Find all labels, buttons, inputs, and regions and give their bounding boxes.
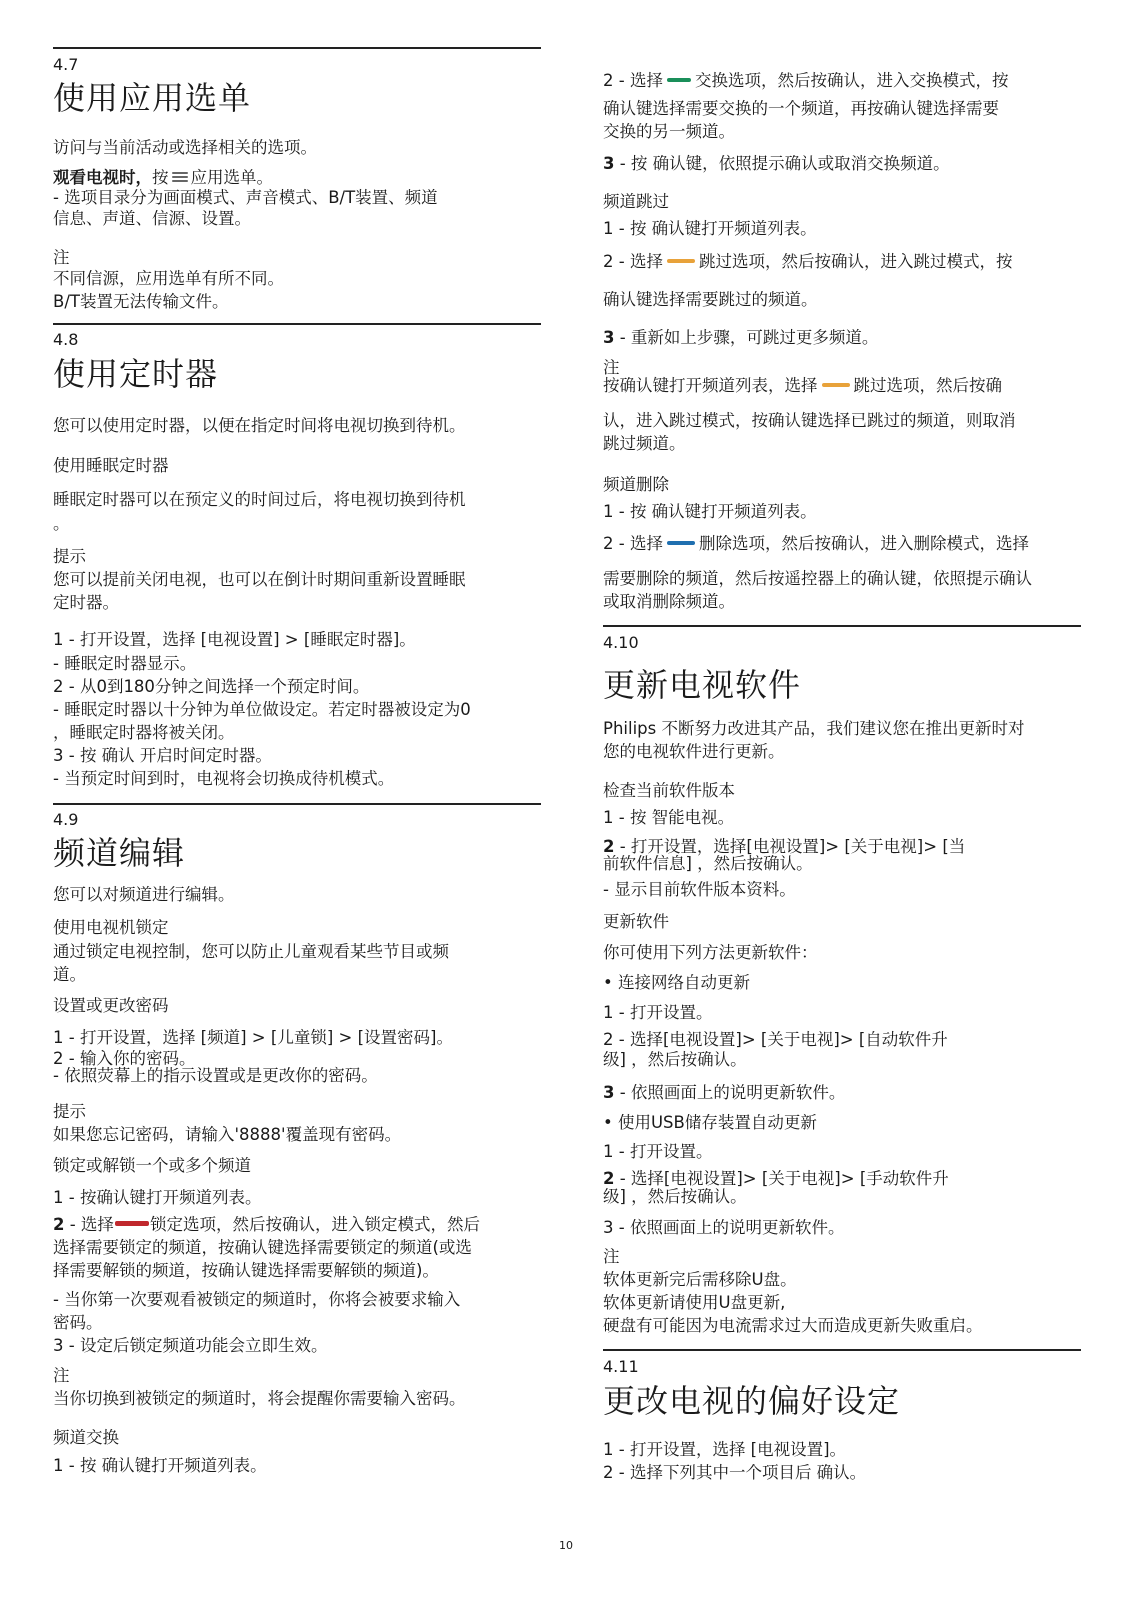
step: - 当你第一次要观看被锁定的频道时，你将会被要求输入 bbox=[53, 1290, 461, 1309]
subheading: 锁定或解锁一个或多个频道 bbox=[53, 1156, 251, 1175]
section-title: 使用应用选单 bbox=[53, 79, 252, 117]
paragraph: 您可以对频道进行编辑。 bbox=[53, 885, 235, 904]
note-label: 注 bbox=[603, 358, 620, 377]
step: 1 - 打开设置，选择 [频道] > [儿童锁] > [设置密码]。 bbox=[53, 1028, 453, 1047]
text: 2 - 选择 bbox=[603, 534, 663, 553]
tip-label: 提示 bbox=[53, 1102, 86, 1121]
step: 需要删除的频道，然后按遥控器上的确认键，依照提示确认 bbox=[603, 569, 1032, 588]
section-divider bbox=[53, 323, 541, 325]
step: 确认键选择需要跳过的频道。 bbox=[603, 290, 818, 309]
paragraph: 您可以提前关闭电视，也可以在倒计时期间重新设置睡眠 bbox=[53, 570, 466, 589]
paragraph: 认，进入跳过模式，按确认键选择已跳过的频道，则取消 bbox=[603, 411, 1016, 430]
paragraph: 通过锁定电视控制，您可以防止儿童观看某些节目或频 bbox=[53, 942, 449, 961]
orange-key-icon bbox=[822, 383, 850, 387]
step: 密码。 bbox=[53, 1313, 103, 1332]
paragraph: 您的电视软件进行更新。 bbox=[603, 742, 785, 761]
step: 1 - 按确认键打开频道列表。 bbox=[53, 1188, 262, 1207]
text: 交换选项，然后按确认，进入交换模式，按 bbox=[694, 71, 1009, 90]
text: - 选择[电视设置]> [关于电视]> [手动软件升 bbox=[614, 1169, 949, 1188]
paragraph: 定时器。 bbox=[53, 593, 119, 612]
text: 按 bbox=[152, 168, 169, 187]
step: 级] ，然后按确认。 bbox=[603, 1187, 747, 1206]
paragraph: 道。 bbox=[53, 965, 86, 984]
step: 3 - 依照画面上的说明更新软件。 bbox=[603, 1218, 845, 1237]
text: 2 - 选择 bbox=[603, 71, 663, 90]
text: - 打开设置，选择[电视设置]> [关于电视]> [当 bbox=[614, 837, 966, 856]
menu-icon bbox=[172, 170, 188, 184]
blue-key-icon bbox=[667, 541, 695, 545]
orange-key-icon bbox=[667, 259, 695, 263]
section-number: 4.8 bbox=[53, 330, 79, 349]
step: 确认键选择需要交换的一个频道，再按确认键选择需要 bbox=[603, 99, 999, 118]
subheading: 频道交换 bbox=[53, 1428, 119, 1447]
section-title: 更新电视软件 bbox=[603, 666, 802, 704]
step: 3 - 按 确认 开启时间定时器。 bbox=[53, 746, 272, 765]
step: 1 - 打开设置，选择 [电视设置]。 bbox=[603, 1440, 847, 1459]
subheading: 频道删除 bbox=[603, 475, 669, 494]
paragraph: - 选项目录分为画面模式、声音模式、B/T装置、频道 bbox=[53, 188, 438, 207]
text: 2 - 选择 bbox=[603, 252, 663, 271]
section-divider bbox=[53, 803, 541, 805]
step bbox=[603, 326, 878, 349]
subheading: 使用电视机锁定 bbox=[53, 918, 169, 937]
step bbox=[603, 152, 950, 175]
text: 删除选项，然后按确认，进入删除模式，选择 bbox=[698, 534, 1029, 553]
step: - 睡眠定时器显示。 bbox=[53, 654, 197, 673]
green-key-icon bbox=[667, 78, 691, 82]
step bbox=[603, 1081, 845, 1104]
step: 1 - 打开设置，选择 [电视设置] > [睡眠定时器]。 bbox=[53, 630, 416, 649]
paragraph: 睡眠定时器可以在预定义的时间过后，将电视切换到待机 bbox=[53, 490, 466, 509]
step: 2 - 输入你的密码。 bbox=[53, 1049, 196, 1068]
step: ，睡眠定时器将被关闭。 bbox=[53, 723, 235, 742]
paragraph: 当你切换到被锁定的频道时，将会提醒你需要输入密码。 bbox=[53, 1389, 466, 1408]
text: 按确认键打开频道列表，选择 bbox=[603, 376, 818, 395]
note-label: 注 bbox=[603, 1247, 620, 1266]
step: 级] ，然后按确认。 bbox=[603, 1050, 747, 1069]
paragraph: 软体更新完后需移除U盘。 bbox=[603, 1270, 797, 1289]
step bbox=[603, 69, 1008, 92]
text: - 依照画面上的说明更新软件。 bbox=[614, 1083, 846, 1102]
text: 跳过选项，然后按确 bbox=[853, 376, 1002, 395]
step: 择需要解锁的频道，按确认键选择需要解锁的频道)。 bbox=[53, 1261, 439, 1280]
section-divider bbox=[603, 1349, 1081, 1351]
step: 1 - 打开设置。 bbox=[603, 1142, 713, 1161]
text: - 重新如上步骤，可跳过更多频道。 bbox=[614, 328, 879, 347]
text: 应用选单。 bbox=[190, 168, 273, 187]
paragraph: 跳过频道。 bbox=[603, 434, 686, 453]
step-number: 2 bbox=[603, 837, 615, 856]
section-number: 4.11 bbox=[603, 1357, 639, 1376]
step-number: 3 bbox=[603, 328, 615, 347]
text: 锁定选项，然后按确认，进入锁定模式，然后 bbox=[149, 1215, 480, 1234]
subheading: 更新软件 bbox=[603, 912, 669, 931]
red-key-icon bbox=[115, 1221, 149, 1226]
step-number: 3 bbox=[603, 154, 615, 173]
step: 1 - 打开设置。 bbox=[603, 1003, 713, 1022]
tip-label: 提示 bbox=[53, 547, 86, 566]
bullet: • 连接网络自动更新 bbox=[603, 973, 750, 992]
step bbox=[603, 250, 1012, 273]
paragraph: 软体更新请使用U盘更新, bbox=[603, 1293, 786, 1312]
step-number: 2 bbox=[603, 1169, 615, 1188]
section-title: 使用定时器 bbox=[53, 355, 219, 393]
section-title: 频道编辑 bbox=[53, 834, 186, 872]
step: - 显示目前软件版本资料。 bbox=[603, 880, 796, 899]
paragraph: 信息、声道、信源、设置。 bbox=[53, 209, 251, 228]
section-number: 4.9 bbox=[53, 810, 79, 829]
step bbox=[603, 532, 1029, 555]
step: 1 - 按 确认键打开频道列表。 bbox=[53, 1456, 267, 1475]
text: - 选择 bbox=[64, 1215, 114, 1234]
bullet: • 使用USB储存装置自动更新 bbox=[603, 1113, 817, 1132]
step: - 睡眠定时器以十分钟为单位做设定。若定时器被设定为0 bbox=[53, 700, 471, 719]
note-label: 注 bbox=[53, 1366, 70, 1385]
page-number: 10 bbox=[559, 1539, 573, 1552]
step: - 依照荧幕上的指示设置或是更改你的密码。 bbox=[53, 1066, 378, 1085]
note-label: 注 bbox=[53, 248, 70, 267]
step-number: 3 bbox=[603, 1083, 615, 1102]
subheading: 检查当前软件版本 bbox=[603, 781, 735, 800]
paragraph: 访问与当前活动或选择相关的选项。 bbox=[53, 138, 317, 157]
section-title: 更改电视的偏好设定 bbox=[603, 1382, 901, 1420]
section-divider bbox=[603, 625, 1081, 627]
bold-text: 观看电视时， bbox=[53, 168, 152, 187]
step: 或取消删除频道。 bbox=[603, 592, 735, 611]
step: 1 - 按 智能电视。 bbox=[603, 808, 735, 827]
paragraph: 硬盘有可能因为电流需求过大而造成更新失败重启。 bbox=[603, 1316, 983, 1335]
step bbox=[53, 1213, 480, 1236]
step: 2 - 选择[电视设置]> [关于电视]> [自动软件升 bbox=[603, 1030, 948, 1049]
text: - 按 确认键，依照提示确认或取消交换频道。 bbox=[614, 154, 950, 173]
step: 前软件信息] ，然后按确认。 bbox=[603, 854, 813, 873]
section-number: 4.10 bbox=[603, 633, 639, 652]
step: - 当预定时间到时，电视将会切换成待机模式。 bbox=[53, 769, 395, 788]
section-number: 4.7 bbox=[53, 55, 79, 74]
paragraph: 如果您忘记密码，请输入'8888'覆盖现有密码。 bbox=[53, 1125, 402, 1144]
step: 3 - 设定后锁定频道功能会立即生效。 bbox=[53, 1336, 328, 1355]
paragraph: 。 bbox=[53, 514, 70, 533]
paragraph: 不同信源，应用选单有所不同。 bbox=[53, 269, 284, 288]
section-divider bbox=[53, 47, 541, 49]
step: 2 - 从0到180分钟之间选择一个预定时间。 bbox=[53, 677, 370, 696]
step-number: 2 bbox=[53, 1215, 65, 1234]
text: 跳过选项，然后按确认，进入跳过模式，按 bbox=[698, 252, 1013, 271]
step: 交换的另一频道。 bbox=[603, 122, 735, 141]
step: 1 - 按 确认键打开频道列表。 bbox=[603, 219, 817, 238]
paragraph: 您可以使用定时器，以便在指定时间将电视切换到待机。 bbox=[53, 416, 466, 435]
subheading: 频道跳过 bbox=[603, 192, 669, 211]
step: 1 - 按 确认键打开频道列表。 bbox=[603, 502, 817, 521]
step: 2 - 选择下列其中一个项目后 确认。 bbox=[603, 1463, 867, 1482]
paragraph: Philips 不断努力改进其产品，我们建议您在推出更新时对 bbox=[603, 719, 1025, 738]
paragraph: B/T装置无法传输文件。 bbox=[53, 292, 229, 311]
paragraph bbox=[603, 374, 1002, 397]
subheading: 使用睡眠定时器 bbox=[53, 456, 169, 475]
step: 选择需要锁定的频道，按确认键选择需要锁定的频道(或选 bbox=[53, 1238, 472, 1257]
paragraph: 你可使用下列方法更新软件： bbox=[603, 943, 818, 962]
subheading: 设置或更改密码 bbox=[53, 996, 169, 1015]
